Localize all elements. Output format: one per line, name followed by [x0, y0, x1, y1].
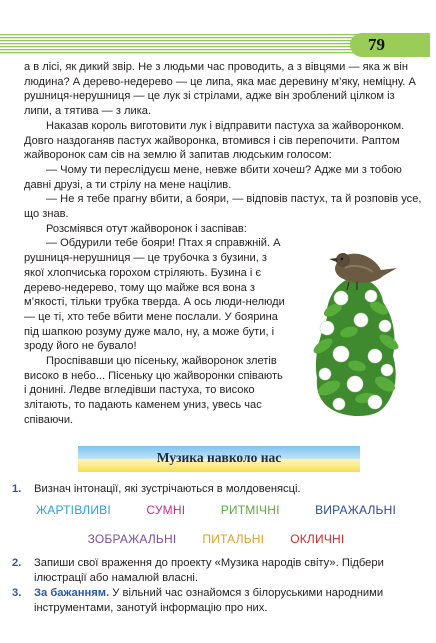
task-number: 2.: [12, 557, 22, 569]
story-paragraph: Розсміявся отут жайворонок і заспівав:: [46, 222, 247, 235]
task-text: Запиши свої враження до проекту «Музика народів світу». Підбери ілюстрації або намалюй власні.: [34, 557, 384, 584]
intonation-word: ВИРАЖАЛЬНІ: [315, 503, 396, 517]
lark-on-elder-bush-illustration: [297, 238, 415, 420]
task-text: Визнач інтонації, які зустрічаються в молдовенясці.: [34, 483, 301, 495]
task-item: [12, 556, 420, 586]
task-number: 1.: [12, 483, 22, 495]
intonation-word: РИТМІЧНІ: [220, 503, 280, 517]
story-paragraph: — Обдурили тебе бояри! Птах я справжній. А рушниця-нерушниця — це трубочка з бузини, з якої хлопчиська горохом стріляють. Бузина і є дерево-недерево, тому що майже вся вона з м’якості, тільки трубка тверда. А ось люди-нелюди — це ті, хто тебе вбити мене послали. У боярина під шапкою розуму дуже мало, ну, а може бути, і зроду його не бувало!: [24, 237, 285, 353]
section-title-banner: [78, 446, 360, 472]
story-paragraph: Наказав король виготовити лук і відправити пастуха за жайворонком. Довго наздоганяв пастух жайворонка, втомився і сів перепочити. Раптом жайворонок сам сів на землю й запитав людським голосом:: [24, 119, 405, 162]
intonation-word: ЗОБРАЖАЛЬНІ: [87, 532, 177, 546]
header-decorative-lines: [0, 34, 360, 56]
intonation-words-row: [36, 532, 396, 547]
intonation-word: СУМНІ: [146, 503, 186, 517]
task-number: 3.: [12, 587, 22, 599]
intonation-words-row: [36, 503, 396, 518]
story-paragraph: — Не я тебе прагну вбити, а бояри, — відповів пастух, та й розповів усе, що знав.: [24, 193, 422, 221]
story-paragraph: — Чому ти переслідуєш мене, невже вбити хочеш? Адже ми з тобою давні друзі, а ти стрілу на мене націлив.: [24, 163, 402, 191]
story-paragraph: Проспівавши цю пісеньку, жайворонок злетів високо в небо... Пісеньку цю жайворонки співають і донині. Ледве вгледівши пастуха, то високо злітають, то падають каменем униз, увесь час співаючи.: [24, 355, 283, 426]
task-item: [12, 482, 420, 497]
section-title: Музика навколо нас: [156, 450, 282, 465]
task-item: [12, 586, 420, 616]
story-wrapped-block: [24, 222, 288, 428]
task-lead: За бажанням.: [34, 587, 110, 599]
story-paragraph: а в лісі, як дикий звір. Не з людьми час проводить, а з вівцями — яка ж він людина? А дерево-недерево — це липа, яка має деревину м’яку, неміцну. А рушниця-нерушниця — це лук зі стрілами, адже він зроблений цілком із липи, а тятива — з лика.: [24, 61, 416, 118]
task-list: [12, 482, 420, 616]
intonation-word: ЖАРТІВЛИВІ: [36, 503, 111, 517]
intonation-word: ОКЛИЧНІ: [290, 532, 345, 546]
intonation-word: ПИТАЛЬНІ: [202, 532, 265, 546]
task-text: У вільний час ознайомся з білоруськими народними інструментами, занотуй інформацію про них.: [34, 587, 384, 614]
page-number: 79: [350, 33, 430, 57]
